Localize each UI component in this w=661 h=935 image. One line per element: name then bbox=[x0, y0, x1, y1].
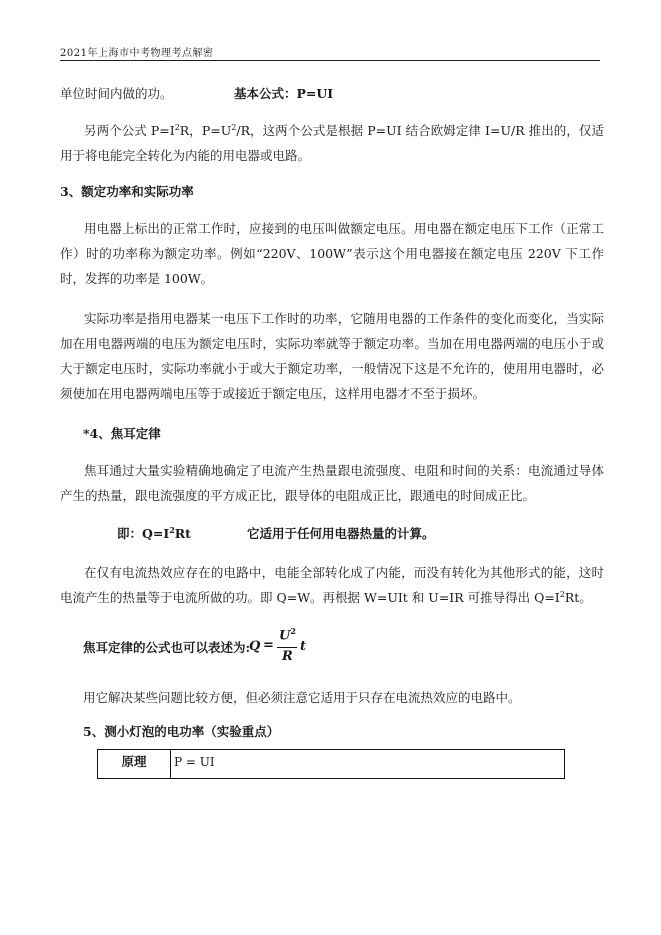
formula-num-u: U bbox=[279, 628, 291, 644]
table-label-cell: 原理 bbox=[98, 750, 171, 778]
paragraph-other-formulas bbox=[60, 118, 604, 168]
p5-sup: 2 bbox=[559, 589, 565, 599]
p1-sup-1: 2 bbox=[174, 122, 180, 132]
p5-part-a: 在仅有电流热效应存在的电路中，电能全部转化成了内能，而没有转化为其他形式的能，这时电流产生的热量等于电流所做的功。即 Q=W。再根据 W=UIt 和 U=IR 可推导得出 Q=I bbox=[60, 565, 604, 605]
joule-fraction-formula bbox=[249, 628, 319, 668]
eq-sup: 2 bbox=[169, 524, 175, 535]
formula-equals: = bbox=[263, 638, 274, 653]
basic-formula: 基本公式：P=UI bbox=[234, 86, 334, 101]
eq-part-a: 即：Q=I bbox=[117, 526, 170, 541]
p1-part-b: R，P=U bbox=[179, 123, 232, 138]
p1-sup-2: 2 bbox=[231, 122, 237, 132]
unit-time-text: 单位时间内做的功。 bbox=[60, 86, 173, 101]
p5-part-b: Rt。 bbox=[564, 590, 592, 605]
page-header: 2021年上海市中考物理考点解密 bbox=[60, 48, 214, 59]
header-rule bbox=[60, 60, 600, 61]
formula-numerator bbox=[279, 626, 296, 643]
formula-num-sup: 2 bbox=[290, 626, 296, 636]
paragraph-joule: 焦耳通过大量实验精确地确定了电流产生热量跟电流强度、电阻和时间的关系：电流通过导体产生的热量，跟电流强度的平方成正比，跟导体的电阻成正比，跟通电的时间成正比。 bbox=[60, 463, 604, 503]
experiment-table bbox=[97, 749, 565, 779]
joule-equation bbox=[117, 524, 435, 544]
formula-lhs: Q bbox=[249, 639, 261, 654]
paragraph-rated-voltage: 用电器上标出的正常工作时，应接到的电压叫做额定电压。用电器在额定电压下工作（正常工作）时的功率称为额定功率。例如“220V、100W”表示这个用电器接在额定电压 220V 下工作时，发挥的功率是 100W。 bbox=[60, 221, 604, 286]
formula-t: t bbox=[300, 639, 307, 654]
paragraph-actual-power: 实际功率是指用电器某一电压下工作时的功率，它随用电器的工作条件的变化而变化，当实际加在用电器两端的电压为额定电压时，实际功率就等于额定功率。当加在用电器两端的电压小于或大于额定电压时，实际功率就小于或大于额定功率，一般情况下这是不允许的，使用用电器时，必须使加在用电器两端电压等于或接近于额定电压，这样用电器才不至于损坏。 bbox=[60, 311, 604, 401]
formula-denominator: R bbox=[282, 649, 293, 664]
equation-note: 它适用于任何用电器热量的计算。 bbox=[247, 526, 435, 541]
heading-rated-power: 3、额定功率和实际功率 bbox=[60, 184, 194, 199]
p1-part-c: /R，这两个公式是根据 P=UI 结合欧姆定律 I=U/R 推出的，仅适用于将电能完全转化为内能的用电器或电路。 bbox=[60, 123, 604, 163]
paragraph-heat-effect bbox=[60, 560, 604, 610]
fraction-bar bbox=[277, 647, 297, 648]
heading-lamp-power: 5、测小灯泡的电功率（实验重点） bbox=[83, 724, 280, 739]
table-value-cell: P = UI bbox=[174, 755, 215, 769]
p1-part-a: 另两个公式 P=I bbox=[84, 123, 175, 138]
formula-label: 焦耳定律的公式也可以表述为: bbox=[83, 640, 251, 655]
eq-part-b: Rt bbox=[174, 526, 191, 541]
paragraph-usage-note: 用它解决某些问题比较方便，但必须注意它适用于只存在电流热效应的电路中。 bbox=[83, 690, 521, 705]
line-unit-time bbox=[60, 84, 334, 104]
heading-joule-law: *4、焦耳定律 bbox=[83, 426, 161, 441]
